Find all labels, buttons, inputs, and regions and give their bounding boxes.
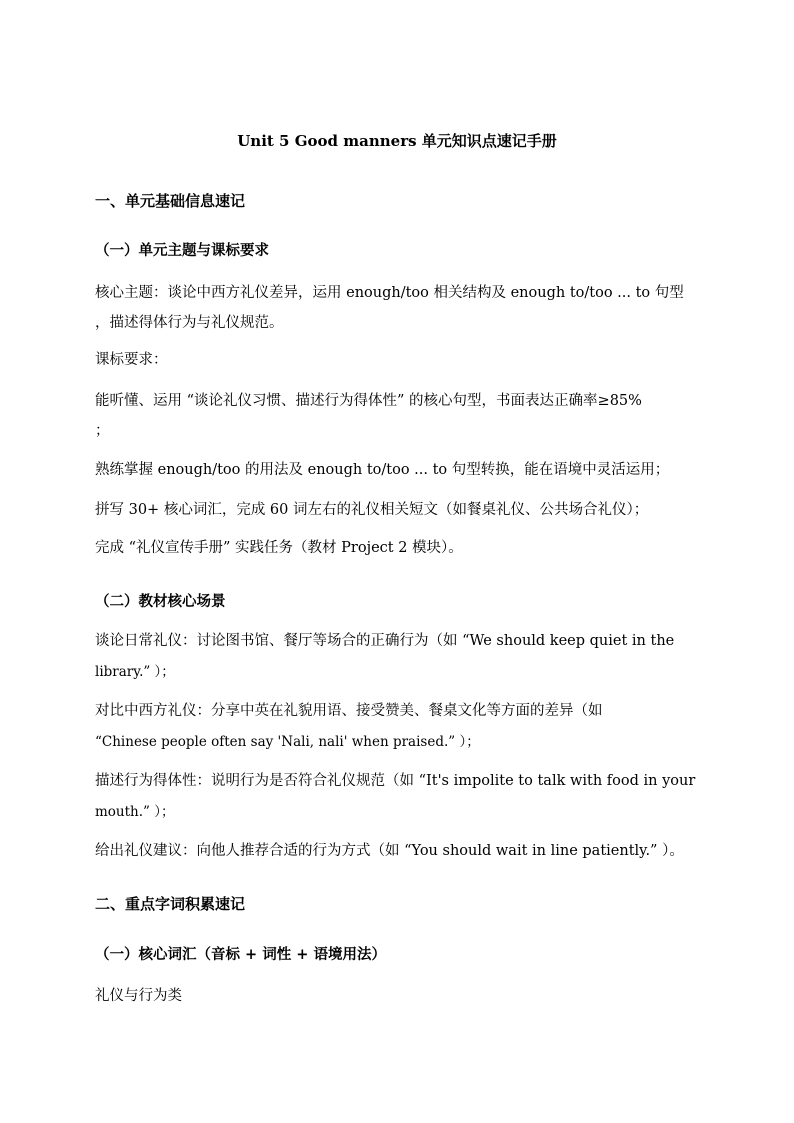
- scene-1-line-1: 谈论日常礼仪：讨论图书馆、餐厅等场合的正确行为（如 “We should keep quiet in the: [95, 633, 675, 649]
- scene-2-line-2: “Chinese people often say 'Nali, nali' when praised.” ）；: [95, 734, 480, 750]
- section-1-heading: 一、单元基础信息速记: [95, 192, 246, 210]
- vocab-category-label: 礼仪与行为类: [95, 988, 182, 1004]
- section-1-2-heading: （二）教材核心场景: [95, 593, 226, 610]
- scene-3-line-2: mouth.” ）；: [95, 804, 175, 820]
- requirement-2: 熟练掌握 enough/too 的用法及 enough to/too ... to 句型转换，能在语境中灵活运用；: [95, 462, 670, 478]
- scene-4: 给出礼仪建议：向他人推荐合适的行为方式（如 “You should wait in line patiently.” ）。: [95, 843, 684, 859]
- requirement-1-line-1: 能听懂、运用 “谈论礼仪习惯、描述行为得体性” 的核心句型，书面表达正确率≥85%: [95, 393, 642, 409]
- section-1-1-heading: （一）单元主题与课标要求: [95, 242, 269, 259]
- theme-line-1: 核心主题：谈论中西方礼仪差异，运用 enough/too 相关结构及 enough to/too ... to 句型: [95, 285, 684, 301]
- scene-1-line-2: library.” ）；: [95, 664, 175, 680]
- scene-3-line-1: 描述行为得体性：说明行为是否符合礼仪规范（如 “It's impolite to talk with food in your: [95, 773, 696, 789]
- requirement-1-line-2: ；: [95, 423, 110, 439]
- section-2-heading: 二、重点字词积累速记: [95, 895, 246, 913]
- section-2-1-heading: （一）核心词汇（音标 + 词性 + 语境用法）: [95, 946, 386, 963]
- requirements-label: 课标要求：: [95, 352, 168, 368]
- scene-2-line-1: 对比中西方礼仪：分享中英在礼貌用语、接受赞美、餐桌文化等方面的差异（如: [95, 703, 603, 719]
- requirement-3: 拼写 30+ 核心词汇，完成 60 词左右的礼仪相关短文（如餐桌礼仪、公共场合礼仪）；: [95, 502, 649, 518]
- document-title: Unit 5 Good manners 单元知识点速记手册: [237, 132, 557, 150]
- theme-line-2: ，描述得体行为与礼仪规范。: [95, 315, 284, 331]
- requirement-4: 完成 “礼仪宣传手册” 实践任务（教材 Project 2 模块）。: [95, 540, 463, 556]
